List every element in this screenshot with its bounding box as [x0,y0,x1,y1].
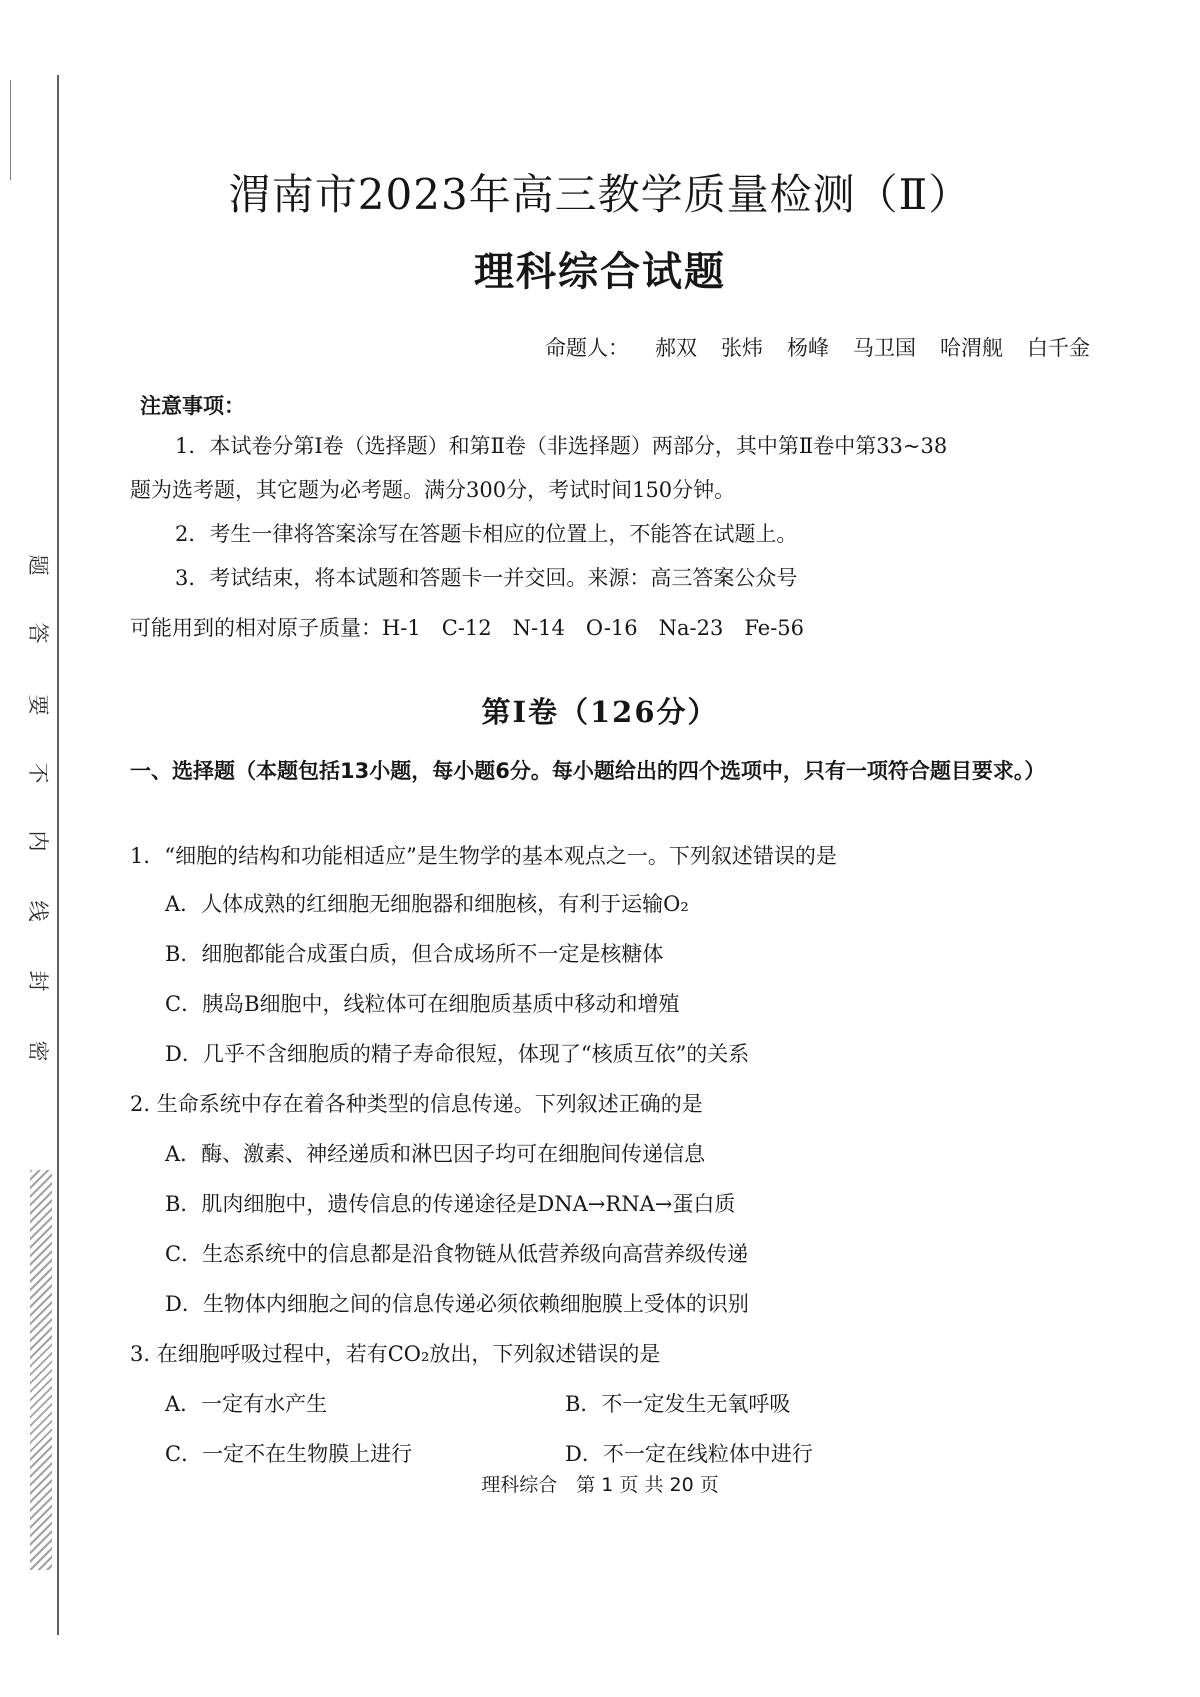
section-title: 第Ⅰ卷（126分） [481,695,719,729]
question-option: C．胰岛B细胞中，线粒体可在细胞质基质中移动和增殖 [165,992,680,1016]
exam-title: 渭南市2023年高三教学质量检测（Ⅱ） [228,170,972,219]
question-stem: 2. 生命系统中存在着各种类型的信息传递。下列叙述正确的是 [130,1092,703,1116]
author-name: 张炜 [721,336,763,360]
question-option: C．生态系统中的信息都是沿食物链从低营养级向高营养级传递 [165,1242,749,1266]
exam-subtitle: 理科综合试题 [474,249,726,295]
page-footer: 理科综合 第 1 页 共 20 页 [481,1474,719,1496]
question-option: D．几乎不含细胞质的精子寿命很短，体现了“核质互依”的关系 [165,1042,750,1066]
question-option: D．不一定在线粒体中进行 [565,1442,813,1466]
question-option: A．一定有水产生 [165,1392,328,1416]
section-intro: 一、选择题（本题包括13小题，每小题6分。每小题给出的四个选项中，只有一项符合题目要求。） [130,759,1046,783]
seal-char: 答 [26,622,50,644]
question-option: C．一定不在生物膜上进行 [165,1442,413,1466]
margin-hatching [30,1170,52,1570]
author-name: 哈渭舰 [940,336,1003,360]
notice-item-3: 3．考试结束，将本试题和答题卡一并交回。来源：高三答案公众号 [175,566,798,590]
authors-label: 命题人： [545,336,629,360]
question-option: B．细胞都能合成蛋白质，但合成场所不一定是核糖体 [165,942,664,966]
author-name: 杨峰 [787,336,829,360]
seal-char: 密 [26,1040,50,1062]
notice-item-1-line-2: 题为选考题，其它题为必考题。满分300分，考试时间150分钟。 [130,478,736,502]
question-option: A．人体成熟的红细胞无细胞器和细胞核，有利于运输O₂ [165,892,689,916]
seal-char: 内 [26,830,50,852]
question-option: A．酶、激素、神经递质和淋巴因子均可在细胞间传递信息 [165,1142,706,1166]
seal-char: 不 [26,762,50,784]
notice-item-2: 2．考生一律将答案涂写在答题卡相应的位置上，不能答在试题上。 [175,522,798,546]
notice-heading: 注意事项： [140,394,245,418]
question-option: B．不一定发生无氧呼吸 [565,1392,791,1416]
notice-item-1-line-1: 1．本试卷分第Ⅰ卷（选择题）和第Ⅱ卷（非选择题）两部分，其中第Ⅱ卷中第33~38 [175,434,948,458]
seal-char: 要 [26,694,50,716]
atomic-masses: 可能用到的相对原子质量：H-1 C-12 N-14 O-16 Na-23 Fe-56 [130,616,805,640]
question-option: D．生物体内细胞之间的信息传递必须依赖细胞膜上受体的识别 [165,1292,749,1316]
seal-char: 题 [26,554,50,576]
question-stem: 1．“细胞的结构和功能相适应”是生物学的基本观点之一。下列叙述错误的是 [130,844,837,868]
question-option: B．肌肉细胞中，遗传信息的传递途径是DNA→RNA→蛋白质 [165,1192,736,1216]
author-name: 马卫国 [853,336,916,360]
question-stem: 3. 在细胞呼吸过程中，若有CO₂放出，下列叙述错误的是 [130,1342,661,1366]
binding-line [57,75,59,1635]
seal-char: 线 [26,900,50,922]
author-name: 白千金 [1027,336,1090,360]
seal-char: 封 [26,970,50,992]
author-name: 郝双 [655,336,697,360]
authors-line [545,332,1090,362]
